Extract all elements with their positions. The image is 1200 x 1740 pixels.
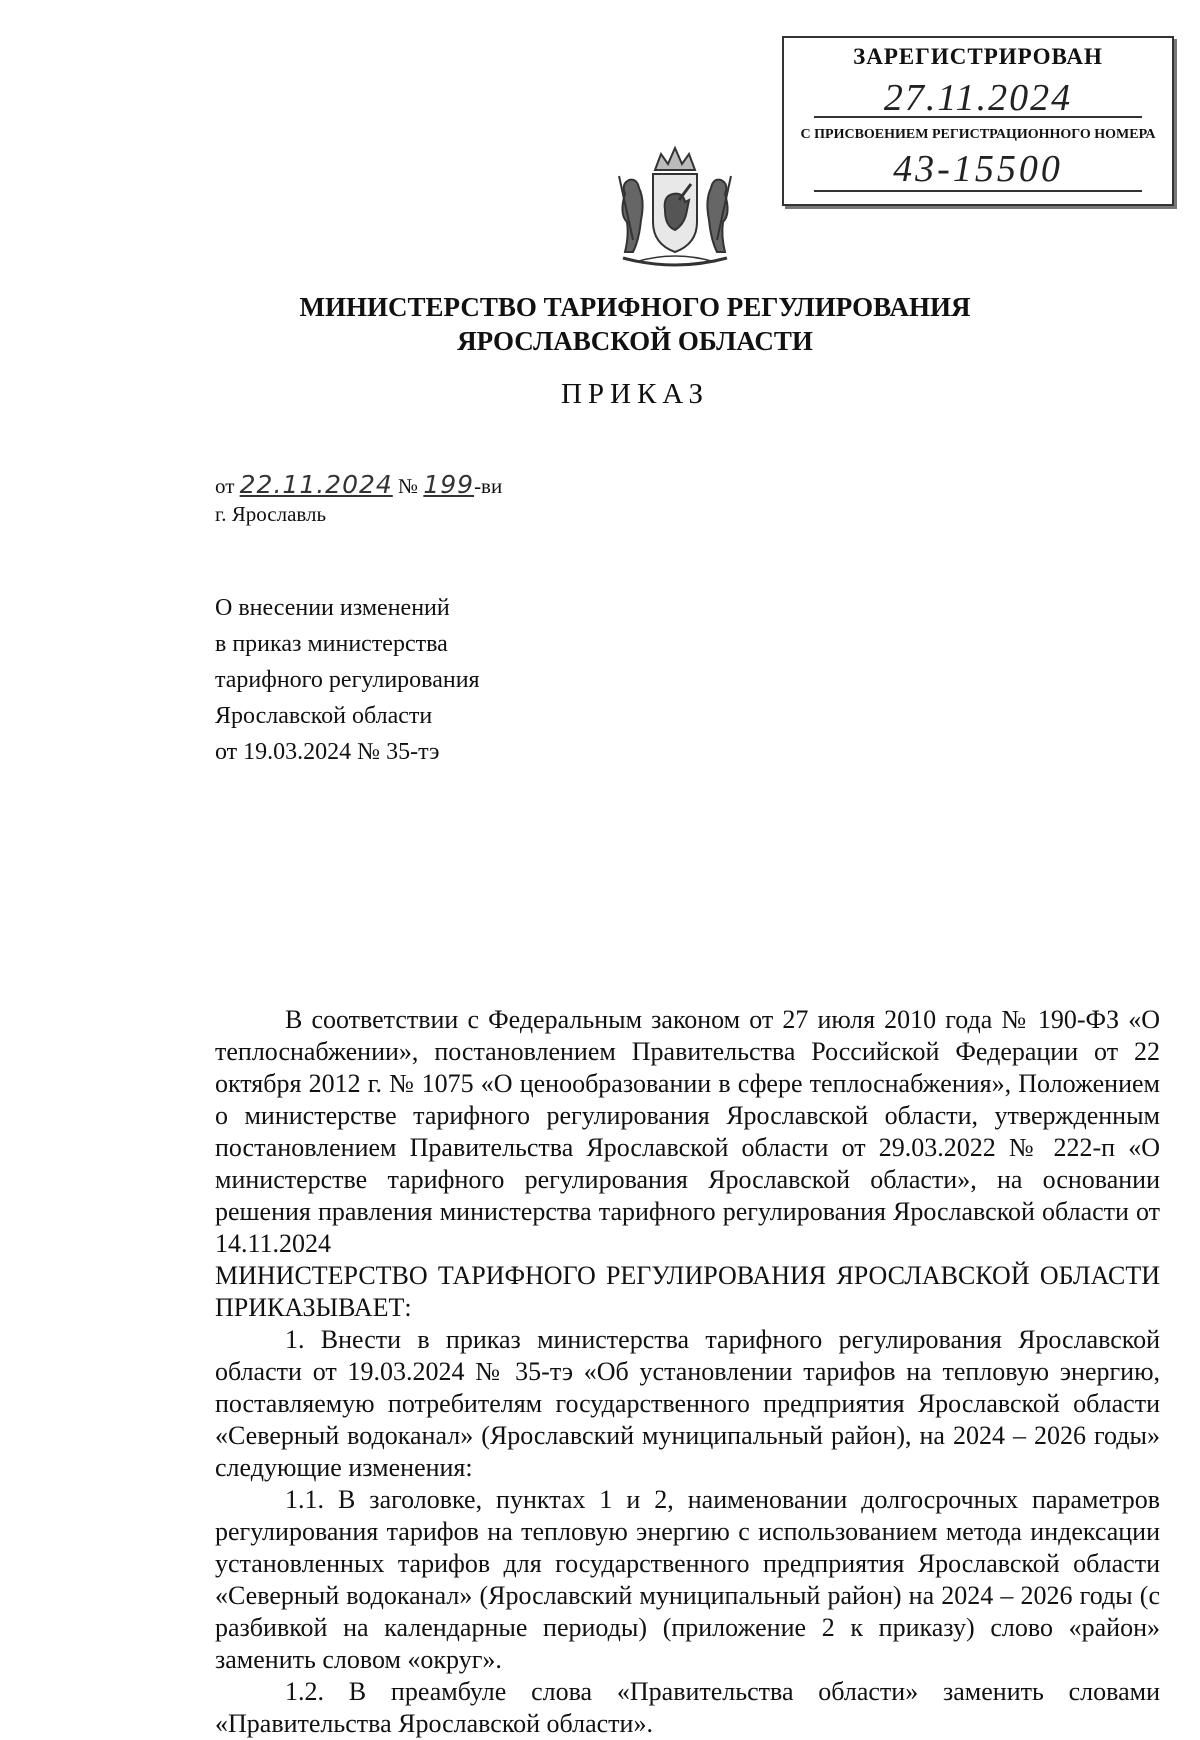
item-1-2-paragraph: 1.2. В преамбуле слова «Правительства области» заменить словами «Правительства Ярославской области».: [215, 1677, 1160, 1738]
orders-paragraph: МИНИСТЕРСТВО ТАРИФНОГО РЕГУЛИРОВАНИЯ ЯРОСЛАВСКОЙ ОБЛАСТИ ПРИКАЗЫВАЕТ:: [215, 1261, 1160, 1322]
registration-stamp: [782, 36, 1174, 206]
order-number-suffix: -ви: [474, 474, 503, 498]
ministry-name-line2: ЯРОСЛАВСКОЙ ОБЛАСТИ: [457, 326, 813, 356]
preamble-paragraph: В соответствии с Федеральным законом от 27 июля 2010 года № 190-ФЗ «О теплоснабжении», постановлением Правительства Российской Федерации от 22 октября 2012 г. № 1075 «О ценообразовании в сфере теплоснабжения», Положением о министерстве тарифного регулирования Ярославской области, утвержденным постановлением Правительства Ярославской области от 29.03.2022 № 222-п «О министерстве тарифного регулирования Ярославской области», на основании решения правления министерства тарифного регулирования Ярославской области от 14.11.2024: [215, 1005, 1160, 1258]
order-body: [215, 1004, 1160, 1740]
stamp-caption: С ПРИСВОЕНИЕМ РЕГИСТРАЦИОННОГО НОМЕРА: [800, 127, 1156, 142]
ministry-name: [200, 290, 1070, 358]
order-date: 22.11.2024: [239, 470, 393, 499]
order-subject: [215, 590, 480, 770]
document-type: ПРИКАЗ: [560, 378, 710, 410]
yaroslavl-coat-of-arms-icon: [605, 140, 745, 274]
subject-line: тарифного регулирования: [215, 667, 480, 693]
date-prefix: от: [215, 474, 235, 498]
stamp-registration-number: 43-15500: [893, 148, 1063, 190]
stamp-divider: [814, 116, 1142, 118]
stamp-divider: [814, 190, 1142, 192]
subject-line: Ярославской области: [215, 703, 433, 729]
subject-line: О внесении изменений: [215, 595, 450, 621]
stamp-date: 27.11.2024: [883, 77, 1073, 119]
ministry-name-line1: МИНИСТЕРСТВО ТАРИФНОГО РЕГУЛИРОВАНИЯ: [299, 292, 971, 322]
stamp-title: ЗАРЕГИСТРИРОВАН: [853, 44, 1103, 69]
order-city: г. Ярославль: [215, 502, 327, 526]
order-number: 199: [423, 470, 475, 499]
order-date-line: [215, 470, 502, 499]
item-1-1-paragraph: 1.1. В заголовке, пунктах 1 и 2, наименовании долгосрочных параметров регулирования тарифов на тепловую энергию с использованием метода индексации установленных тарифов для государственного предприятия Ярославской области «Северный водоканал» (Ярославский муниципальный район) на 2024 – 2026 годы (с разбивкой на календарные периоды) (приложение 2 к приказу) слово «район» заменить словом «округ».: [215, 1485, 1160, 1674]
number-prefix: №: [398, 474, 419, 498]
item-1-paragraph: 1. Внести в приказ министерства тарифного регулирования Ярославской области от 19.03.2024 № 35-тэ «Об установлении тарифов на тепловую энергию, поставляемую потребителям государственного предприятия Ярославской области «Северный водоканал» (Ярославский муниципальный район), на 2024 – 2026 годы» следующие изменения:: [215, 1325, 1160, 1482]
subject-line: от 19.03.2024 № 35-тэ: [215, 739, 440, 765]
subject-line: в приказ министерства: [215, 631, 448, 657]
